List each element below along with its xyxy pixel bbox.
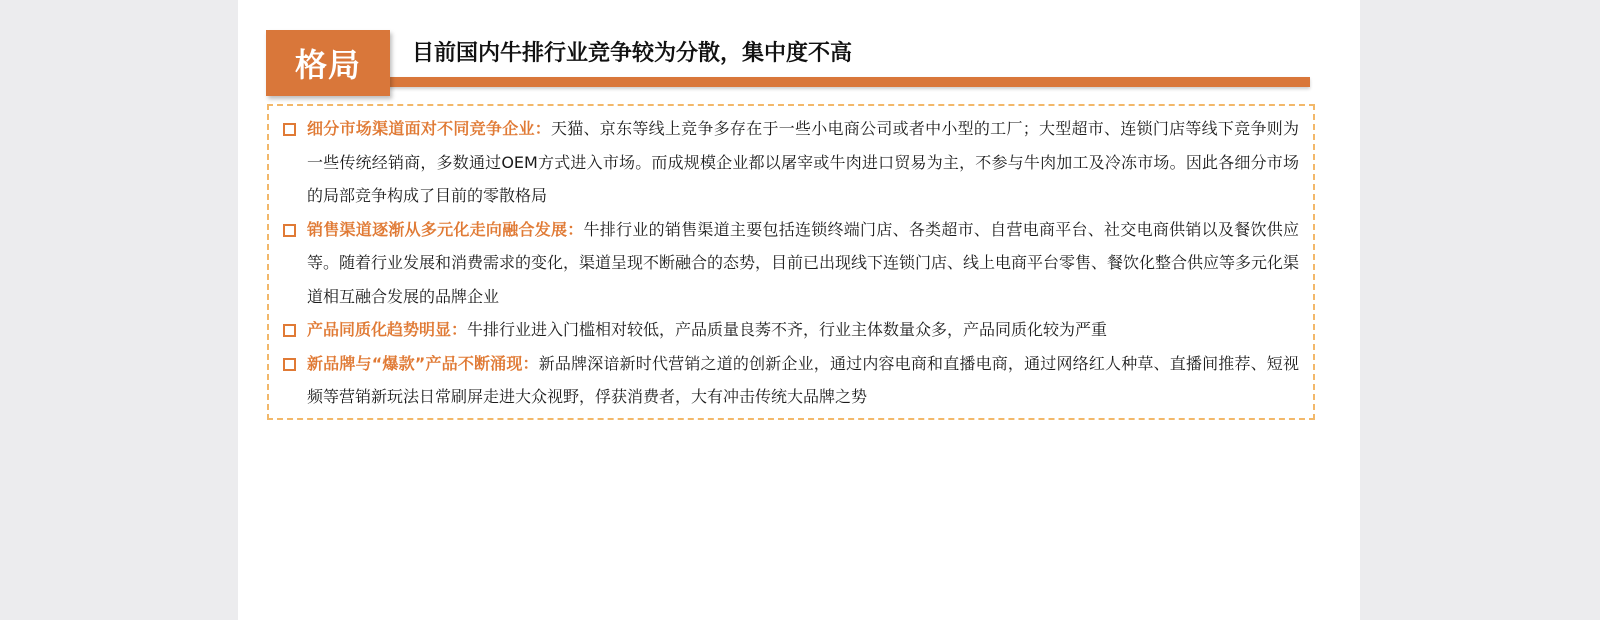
square-bullet-icon: [283, 224, 296, 237]
list-item: [307, 112, 1299, 213]
section-tag: [266, 30, 390, 96]
title-underline: [388, 77, 1310, 87]
bullet-heading: 销售渠道逐渐从多元化走向融合发展：: [307, 219, 584, 239]
bullet-body: 牛排行业进入门槛相对较低，产品质量良莠不齐，行业主体数量众多，产品同质化较为严重: [467, 320, 1108, 339]
slide-page: [238, 0, 1360, 620]
bullet-body: 牛排行业的销售渠道主要包括连锁终端门店、各类超市、自营电商平台、社交电商供销以及餐饮供应等。随着行业发展和消费需求的变化，渠道呈现不断融合的态势，目前已出现线下连锁门店、线上电商平台零售、餐饮化整合供应等多元化渠道相互融合发展的品牌企业: [307, 219, 1300, 306]
square-bullet-icon: [283, 123, 296, 136]
square-bullet-icon: [283, 324, 296, 337]
bullet-heading: 细分市场渠道面对不同竞争企业：: [307, 119, 551, 138]
list-item: [307, 313, 1299, 347]
slide-title: 目前国内牛排行业竞争较为分散，集中度不高: [412, 41, 853, 66]
list-item: [307, 347, 1299, 414]
content-box: [267, 104, 1315, 420]
square-bullet-icon: [283, 358, 296, 371]
bullet-body: 天猫、京东等线上竞争多存在于一些小电商公司或者中小型的工厂；大型超市、连锁门店等线下竞争则为一些传统经销商，多数通过OEM方式进入市场。而成规模企业都以屠宰或牛肉进口贸易为主，不参与牛肉加工及冷冻市场。因此各细分市场的局部竞争构成了目前的零散格局: [307, 119, 1299, 205]
bullet-heading: 新品牌与“爆款”产品不断涌现：: [307, 353, 539, 373]
list-item: [307, 213, 1299, 314]
bullet-body: 新品牌深谙新时代营销之道的创新企业，通过内容电商和直播电商，通过网络红人种草、直播间推荐、短视频等营销新玩法日常刷屏走进大众视野，俘获消费者，大有冲击传统大品牌之势: [307, 353, 1299, 406]
section-tag-label: 格局: [294, 46, 361, 84]
bullet-heading: 产品同质化趋势明显：: [307, 320, 468, 339]
bullet-list: [269, 106, 1313, 414]
